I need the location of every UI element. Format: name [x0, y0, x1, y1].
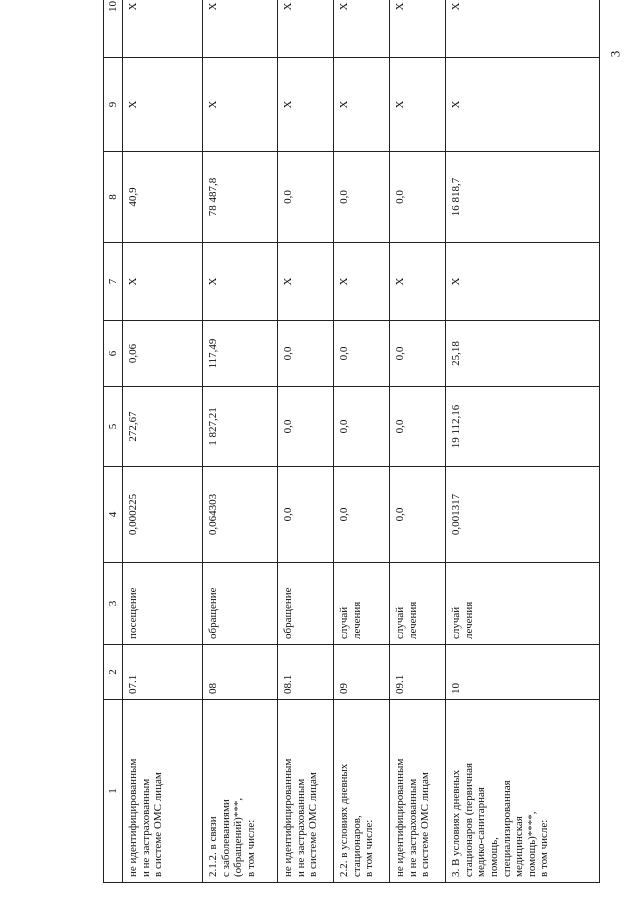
row-value-7: X — [390, 243, 446, 321]
row-value-7: X — [123, 243, 203, 321]
column-header: 1 — [104, 700, 123, 883]
row-value-4: 0,000225 — [123, 467, 203, 563]
row-value-8: 0,0 — [390, 152, 446, 243]
row-unit: обращение — [278, 563, 334, 645]
row-value-10: X — [390, 0, 446, 58]
row-value-8: 78 487,8 — [203, 152, 278, 243]
row-value-6: 0,0 — [334, 321, 390, 387]
row-name: 3. В условиях дневных стационаров (первичная медико-санитарная помощь, специализированная медицинская помощь)****, в том числе: — [446, 700, 600, 883]
row-value-9: X — [203, 58, 278, 152]
row-value-10: X — [203, 0, 278, 58]
row-value-10: X — [446, 0, 600, 58]
row-value-5: 272,67 — [123, 387, 203, 467]
row-value-5: 1 827,21 — [203, 387, 278, 467]
rotated-table-container — [103, 1, 600, 883]
row-value-10: X — [123, 0, 203, 58]
row-value-8: 0,0 — [278, 152, 334, 243]
row-value-10: X — [278, 0, 334, 58]
row-value-7: X — [446, 243, 600, 321]
row-value-6: 0,06 — [123, 321, 203, 387]
row-value-8: 40,9 — [123, 152, 203, 243]
row-value-9: X — [123, 58, 203, 152]
row-unit: посещение — [123, 563, 203, 645]
row-value-6: 25,18 — [446, 321, 600, 387]
row-value-4: 0,0 — [278, 467, 334, 563]
row-unit: обращение — [203, 563, 278, 645]
row-unit: случай лечения — [334, 563, 390, 645]
row-value-6: 0,0 — [278, 321, 334, 387]
header-row — [104, 0, 123, 883]
row-value-6: 0,0 — [390, 321, 446, 387]
column-header: 5 — [104, 387, 123, 467]
row-value-4: 0,064303 — [203, 467, 278, 563]
row-unit: случай лечения — [446, 563, 600, 645]
table-row — [390, 0, 446, 883]
table-row — [123, 0, 203, 883]
row-name: не идентифицированным и не застрахованным в системе ОМС лицам — [278, 700, 334, 883]
column-header: 2 — [104, 645, 123, 700]
row-code: 08.1 — [278, 645, 334, 700]
row-value-4: 0,0 — [390, 467, 446, 563]
row-value-5: 19 112,16 — [446, 387, 600, 467]
row-name: 2.2. в условиях дневных стационаров, в том числе: — [334, 700, 390, 883]
row-value-7: X — [334, 243, 390, 321]
row-code: 09.1 — [390, 645, 446, 700]
table-row — [334, 0, 390, 883]
row-name: 2.1.2. в связи с заболеваниями (обращений)***, в том числе: — [203, 700, 278, 883]
row-value-8: 0,0 — [334, 152, 390, 243]
row-unit: случай лечения — [390, 563, 446, 645]
column-header: 4 — [104, 467, 123, 563]
row-code: 08 — [203, 645, 278, 700]
column-header: 3 — [104, 563, 123, 645]
column-header: 10 — [104, 0, 123, 58]
column-header: 9 — [104, 58, 123, 152]
row-value-6: 117,49 — [203, 321, 278, 387]
row-value-7: X — [278, 243, 334, 321]
row-value-4: 0,0 — [334, 467, 390, 563]
row-value-9: X — [446, 58, 600, 152]
row-value-7: X — [203, 243, 278, 321]
row-value-10: X — [334, 0, 390, 58]
table-row — [446, 0, 600, 883]
row-code: 09 — [334, 645, 390, 700]
row-name: не идентифицированным и не застрахованным в системе ОМС лицам — [390, 700, 446, 883]
row-value-5: 0,0 — [390, 387, 446, 467]
table-row — [203, 0, 278, 883]
row-name: не идентифицированным и не застрахованным в системе ОМС лицам — [123, 700, 203, 883]
table-row — [278, 0, 334, 883]
row-value-8: 16 818,7 — [446, 152, 600, 243]
page-number: 3 — [607, 50, 623, 58]
row-value-4: 0,001317 — [446, 467, 600, 563]
row-value-5: 0,0 — [334, 387, 390, 467]
row-value-5: 0,0 — [278, 387, 334, 467]
column-header: 8 — [104, 152, 123, 243]
row-code: 07.1 — [123, 645, 203, 700]
row-value-9: X — [278, 58, 334, 152]
column-header: 6 — [104, 321, 123, 387]
row-code: 10 — [446, 645, 600, 700]
row-value-9: X — [390, 58, 446, 152]
data-table — [103, 0, 600, 883]
row-value-9: X — [334, 58, 390, 152]
column-header: 7 — [104, 243, 123, 321]
